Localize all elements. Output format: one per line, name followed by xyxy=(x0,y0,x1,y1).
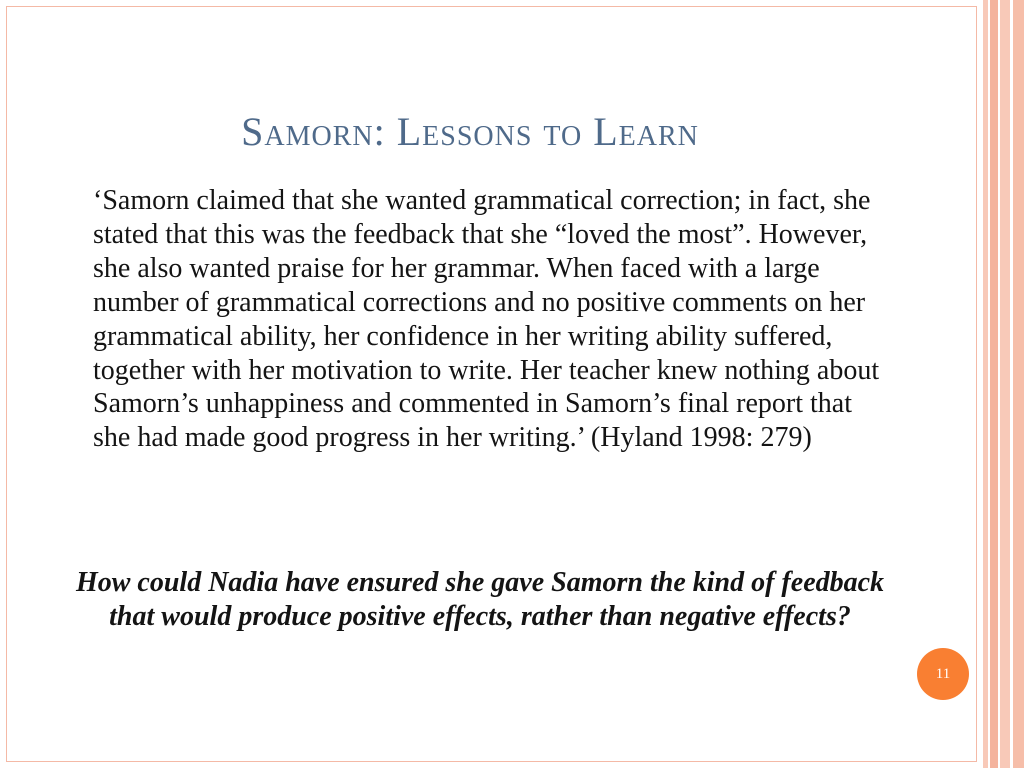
page-number-badge xyxy=(917,648,969,700)
decorative-stripe xyxy=(990,0,998,768)
decorative-stripe xyxy=(983,0,988,768)
slide-title: Samorn: Lessons to Learn xyxy=(241,109,699,154)
quote-text: ‘Samorn claimed that she wanted grammatical correction; in fact, she stated that this was the feedback that she “loved the most”. However, she also wanted praise for her grammar. When faced with a large number of grammatical corrections and no positive comments on her grammatical ability, her confidence in her writing ability suffered, together with her motivation to write. Her teacher knew nothing about Samorn’s unhappiness and commented in Samorn’s final report that she had made good progress in her writing.’ (Hyland 1998: 279) xyxy=(93,185,880,454)
page-number: 11 xyxy=(935,665,951,682)
discussion-question: How could Nadia have ensured she gave Samorn the kind of feedback that would produce positive effects, rather than negative effects? xyxy=(75,567,885,632)
decorative-stripe xyxy=(1013,0,1024,768)
decorative-stripe xyxy=(1000,0,1010,768)
